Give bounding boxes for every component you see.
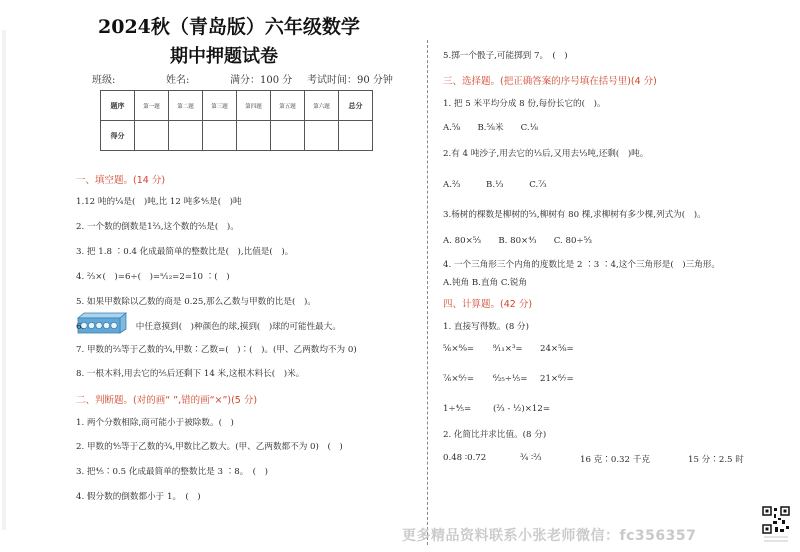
ratio-item: 0.48 ∶0.72 xyxy=(443,453,487,463)
score-header-cell: 第四题 xyxy=(237,91,271,121)
question-1-2: 2. 一个数的倒数是1²⁄₃,这个数的²⁄₅是( )。 xyxy=(76,222,239,232)
question-1-1: 1.12 吨的¹⁄₄是( )吨,比 12 吨多⁴⁄₅是( )吨 xyxy=(76,197,242,207)
question-1-8: 8. 一根木料,用去它的²⁄₅后还剩下 14 米,这根木料长( )米。 xyxy=(76,369,305,379)
calc-item: ⁶⁄₂₅÷¹⁄₅= xyxy=(493,374,528,384)
calc-item: ⁷⁄₆×⁶⁄₇= xyxy=(443,374,475,384)
section-fill-blank: 一、填空题。(14 分) xyxy=(76,175,166,186)
score-header-cell: 第五题 xyxy=(271,91,305,121)
score-cell[interactable] xyxy=(135,121,169,151)
calc-item: 1÷⁴⁄₅= xyxy=(443,404,472,414)
question-3-2-options: A.²⁄₃ B.¹⁄₃ C.⁷⁄₃ xyxy=(443,180,547,190)
question-3-3-options: A. 80×⁵⁄₃ B. 80×⁴⁄₃ C. 80÷⁵⁄₃ xyxy=(443,236,592,246)
section-multiple-choice: 三、选择题。(把正确答案的序号填在括号里)(4 分) xyxy=(443,76,657,87)
question-3-4: 4. 一个三角形三个内角的度数比是 2 ∶3 ∶4,这个三角形是( )三角形。 xyxy=(443,260,720,270)
question-3-4-options: A.钝角 B.直角 C.锐角 xyxy=(443,278,528,288)
footer-watermark: 更多精品资料联系小张老师微信：fc356357 xyxy=(402,528,697,544)
question-4-1: 1. 直接写得数。(8 分) xyxy=(443,322,529,332)
question-3-2: 2.有 4 吨沙子,用去它的¹⁄₃后,又用去¹⁄₃吨,还剩( )吨。 xyxy=(443,149,649,159)
score-header-cell: 第一题 xyxy=(135,91,169,121)
calc-item: ⁵⁄₆×⁸⁄₉= xyxy=(443,344,475,354)
question-3-1: 1. 把 5 米平均分成 8 份,每份长它的( )。 xyxy=(443,99,606,109)
question-1-7: 7. 甲数的²⁄₃等于乙数的³⁄₄,甲数∶乙数=( )∶( )。(甲、乙两数均不为 0) xyxy=(76,345,357,355)
question-2-4: 4. 假分数的倒数都小于 1。 ( ) xyxy=(76,492,201,502)
question-1-4: 4. ²⁄₃×( )=6÷( )=ⁿ⁄₁₂=2=10 ∶( ) xyxy=(76,272,230,282)
question-2-1: 1. 两个分数相除,商可能小于被除数。( ) xyxy=(76,418,234,428)
name-label: 姓名: xyxy=(166,75,190,86)
ratio-item: ³⁄₄ ∶²⁄₃ xyxy=(520,453,542,463)
score-table xyxy=(100,90,373,151)
class-label: 班级: xyxy=(92,75,116,86)
score-cell[interactable] xyxy=(237,121,271,151)
section-calculation: 四、计算题。(42 分) xyxy=(443,299,533,310)
exam-title: 2024秋（青岛版）六年级数学 xyxy=(98,16,360,38)
calc-item: 24×⁵⁄₈= xyxy=(540,344,574,354)
column-divider xyxy=(427,40,428,545)
score-cell[interactable] xyxy=(305,121,339,151)
calc-item: 21×⁶⁄₇= xyxy=(540,374,574,384)
score-cell[interactable] xyxy=(169,121,203,151)
score-header-cell: 第六题 xyxy=(305,91,339,121)
score-cell[interactable] xyxy=(339,121,373,151)
question-1-5: 5. 如果甲数除以乙数的商是 0.25,那么乙数与甲数的比是( )。 xyxy=(76,297,316,307)
question-3-3: 3.杨树的棵数是柳树的⁵⁄₃,柳树有 80 棵,求柳树有多少棵,列式为( )。 xyxy=(443,210,706,220)
question-1-3: 3. 把 1.8 ∶0.4 化成最简单的整数比是( ),比值是( )。 xyxy=(76,247,294,257)
score-header-cell: 总分 xyxy=(339,91,373,121)
ratio-item: 16 克∶0.32 千克 xyxy=(580,455,650,465)
page-edge-shadow xyxy=(2,30,6,530)
question-2-5: 5.掷一个骰子,可能掷到 7。 ( ) xyxy=(443,51,568,61)
exam-time: 考试时间：90 分钟 xyxy=(307,75,393,86)
ratio-item: 15 分∶2.5 时 xyxy=(688,455,744,465)
score-header-cell: 第三题 xyxy=(203,91,237,121)
exam-subtitle: 期中押题试卷 xyxy=(170,46,278,67)
qr-code-icon xyxy=(762,506,790,546)
question-2-2: 2. 甲数的⁴⁄₅等于乙数的³⁄₄,甲数比乙数大。(甲、乙两数都不为 0) ( ) xyxy=(76,442,343,452)
score-header-cell: 第二题 xyxy=(169,91,203,121)
calc-item: (²⁄₃ - ¹⁄₂)×12= xyxy=(493,404,551,414)
question-1-6: 6. 中任意摸到( )种颜色的球,摸到( )球的可能性最大。 xyxy=(76,322,341,332)
calc-item: ⁸⁄₁₁×³= xyxy=(493,344,523,354)
score-row-label: 得分 xyxy=(101,121,135,151)
question-2-3: 3. 把⁴⁄₅∶0.5 化成最简单的整数比是 3 ∶8。 ( ) xyxy=(76,467,268,477)
score-cell[interactable] xyxy=(271,121,305,151)
full-score: 满分：100 分 xyxy=(230,75,293,86)
question-3-1-options: A.⁵⁄₈ B.⁵⁄₈米 C.¹⁄₈ xyxy=(443,123,538,133)
question-4-2: 2. 化简比并求比值。(8 分) xyxy=(443,430,547,440)
section-true-false: 二、判断题。(对的画“ ”,错的画“×”)(5 分) xyxy=(76,395,258,406)
score-cell[interactable] xyxy=(203,121,237,151)
score-header-cell: 题序 xyxy=(101,91,135,121)
